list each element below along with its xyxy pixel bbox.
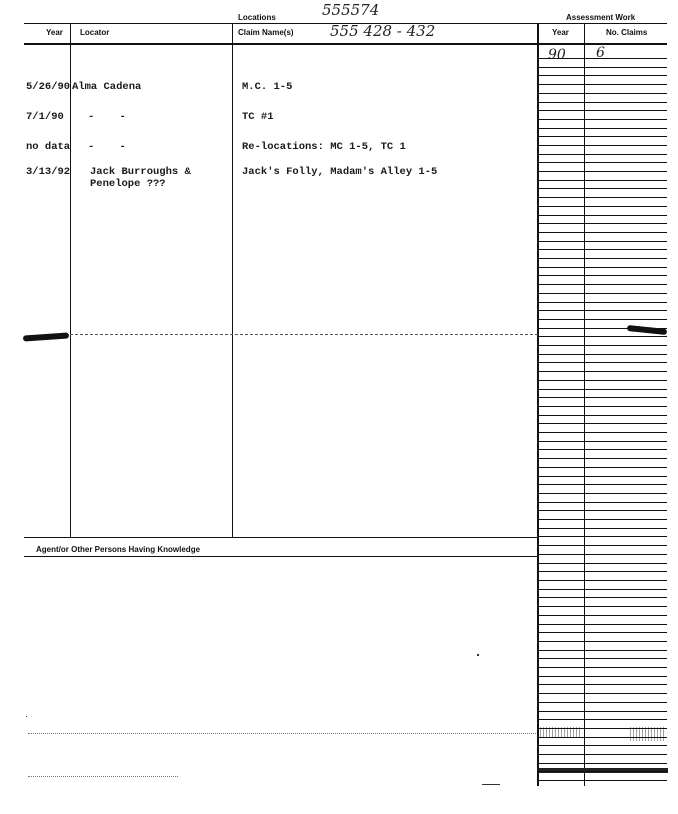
aw-ruled-line xyxy=(537,728,667,729)
aw-ruled-line xyxy=(537,589,667,590)
record-locator-4: Jack Burroughs & xyxy=(90,166,191,178)
aw-ruled-line xyxy=(537,597,667,598)
aw-ruled-line xyxy=(537,650,667,651)
record-claims-3: Re-locations: MC 1-5, TC 1 xyxy=(242,141,406,153)
aw-ruled-line xyxy=(537,745,667,746)
aw-ruled-line xyxy=(537,241,667,242)
aw-ruled-line xyxy=(537,580,667,581)
record-claims-4: Jack's Folly, Madam's Alley 1-5 xyxy=(242,166,438,178)
aw-ruled-line xyxy=(537,258,667,259)
speck-1 xyxy=(477,654,479,656)
aw-ruled-line xyxy=(537,75,667,76)
aw-ruled-line xyxy=(537,275,667,276)
aw-ruled-line xyxy=(537,432,667,433)
record-year-3: no data xyxy=(26,141,71,153)
record-locator-1: Alma Cadena xyxy=(72,81,142,93)
aw-ruled-line xyxy=(537,423,667,424)
aw-ruled-line xyxy=(537,641,667,642)
aw-ruled-line xyxy=(537,119,667,120)
divider-locator-claims xyxy=(232,24,233,537)
aw-ruled-line xyxy=(537,58,667,59)
aw-ruled-line xyxy=(537,780,667,781)
aw-ruled-line xyxy=(537,632,667,633)
aw-ruled-line xyxy=(537,763,667,764)
aw-claims-1: 6 xyxy=(596,45,605,61)
aw-ruled-line xyxy=(537,458,667,459)
record-locator-2: - - xyxy=(88,111,126,123)
main-table-bottom-rule xyxy=(24,537,538,538)
aw-year-header: Year xyxy=(552,28,569,37)
aw-ruled-line xyxy=(537,380,667,381)
aw-ruled-line xyxy=(537,102,667,103)
record-locator-3: - - xyxy=(88,141,126,153)
aw-ruled-line xyxy=(537,711,667,712)
scan-smudge-aw-2 xyxy=(630,727,666,741)
aw-ruled-line xyxy=(537,188,667,189)
aw-ruled-line xyxy=(537,693,667,694)
aw-ruled-line xyxy=(537,449,667,450)
aw-ruled-line xyxy=(537,615,667,616)
record-year-4: 3/13/92 xyxy=(26,166,71,178)
aw-ruled-line xyxy=(537,493,667,494)
aw-ruled-line xyxy=(537,180,667,181)
aw-ruled-line xyxy=(537,128,667,129)
scan-dashed-line xyxy=(70,334,538,335)
record-year-2: 7/1/90 xyxy=(26,111,64,123)
claim-number-range: 555 428 - 432 xyxy=(330,22,436,40)
aw-ruled-line xyxy=(537,606,667,607)
aw-ruled-line xyxy=(537,658,667,659)
aw-ruled-line xyxy=(537,667,667,668)
col-claim-names-header: Claim Name(s) xyxy=(238,28,294,37)
aw-ruled-line xyxy=(537,554,667,555)
aw-ruled-line xyxy=(537,676,667,677)
aw-ruled-line xyxy=(537,154,667,155)
locations-label: Locations xyxy=(238,13,276,22)
record-claims-2: TC #1 xyxy=(242,111,274,123)
record-year-1: 5/26/90 xyxy=(26,81,71,93)
aw-ruled-line xyxy=(537,249,667,250)
aw-ruled-line xyxy=(537,719,667,720)
aw-ruled-line xyxy=(537,197,667,198)
aw-ruled-line xyxy=(537,162,667,163)
record-locator-4b: Penelope ??? xyxy=(90,178,166,190)
agents-label: Agent/or Other Persons Having Knowledge xyxy=(36,545,201,554)
aw-ruled-line xyxy=(537,284,667,285)
aw-ruled-line xyxy=(537,293,667,294)
divider-left-assessment xyxy=(537,24,539,786)
aw-ruled-line xyxy=(537,467,667,468)
aw-ruled-line xyxy=(537,484,667,485)
aw-ruled-line xyxy=(537,502,667,503)
aw-ruled-line xyxy=(537,737,667,738)
aw-ruled-line xyxy=(537,528,667,529)
aw-ruled-line xyxy=(537,563,667,564)
aw-ruled-line xyxy=(537,171,667,172)
aw-ruled-line xyxy=(537,415,667,416)
aw-ruled-line xyxy=(537,354,667,355)
aw-ruled-line xyxy=(537,571,667,572)
aw-ruled-line xyxy=(537,136,667,137)
aw-claims-header: No. Claims xyxy=(606,28,648,37)
aw-ruled-line xyxy=(537,545,667,546)
aw-ruled-line xyxy=(537,145,667,146)
aw-ruled-line xyxy=(537,362,667,363)
aw-ruled-line xyxy=(537,267,667,268)
record-claims-1: M.C. 1-5 xyxy=(242,81,293,93)
aw-ruled-line xyxy=(537,441,667,442)
aw-ruled-line xyxy=(537,336,667,337)
aw-ruled-line xyxy=(537,110,667,111)
assessment-work-label: Assessment Work xyxy=(566,13,636,22)
aw-ruled-line xyxy=(537,223,667,224)
aw-ruled-line xyxy=(537,232,667,233)
aw-ruled-line xyxy=(537,389,667,390)
aw-ruled-line xyxy=(537,345,667,346)
locations-number: 555574 xyxy=(322,1,380,19)
aw-ruled-line xyxy=(537,406,667,407)
aw-ruled-line xyxy=(537,476,667,477)
aw-ruled-line xyxy=(537,684,667,685)
aw-ruled-line xyxy=(537,67,667,68)
aw-ruled-line xyxy=(537,310,667,311)
divider-year-locator xyxy=(70,24,71,537)
scan-faint-line-1 xyxy=(28,733,536,734)
speck-3 xyxy=(482,784,500,785)
aw-ruled-line xyxy=(537,371,667,372)
aw-ruled-line xyxy=(537,319,667,320)
scan-mark-right xyxy=(627,325,667,335)
divider-assessment-inner xyxy=(584,24,585,786)
aw-year-1: 90 xyxy=(548,47,566,63)
aw-ruled-line xyxy=(537,206,667,207)
aw-ruled-line xyxy=(537,93,667,94)
col-year-header: Year xyxy=(46,28,63,37)
speck-2 xyxy=(26,716,27,717)
col-locator-header: Locator xyxy=(80,28,110,37)
aw-ruled-line xyxy=(537,519,667,520)
aw-ruled-line xyxy=(537,215,667,216)
aw-ruled-line xyxy=(537,84,667,85)
scan-mark-left xyxy=(23,332,69,341)
aw-ruled-line xyxy=(537,510,667,511)
aw-ruled-line xyxy=(537,771,667,772)
scan-faint-line-2 xyxy=(28,776,178,777)
aw-ruled-line xyxy=(537,702,667,703)
agents-rule xyxy=(24,556,538,557)
aw-ruled-line xyxy=(537,536,667,537)
aw-ruled-line xyxy=(537,624,667,625)
aw-ruled-line xyxy=(537,302,667,303)
aw-ruled-line xyxy=(537,328,667,329)
aw-ruled-line xyxy=(537,397,667,398)
header-bottom-rule xyxy=(24,43,667,45)
aw-ruled-line xyxy=(537,754,667,755)
